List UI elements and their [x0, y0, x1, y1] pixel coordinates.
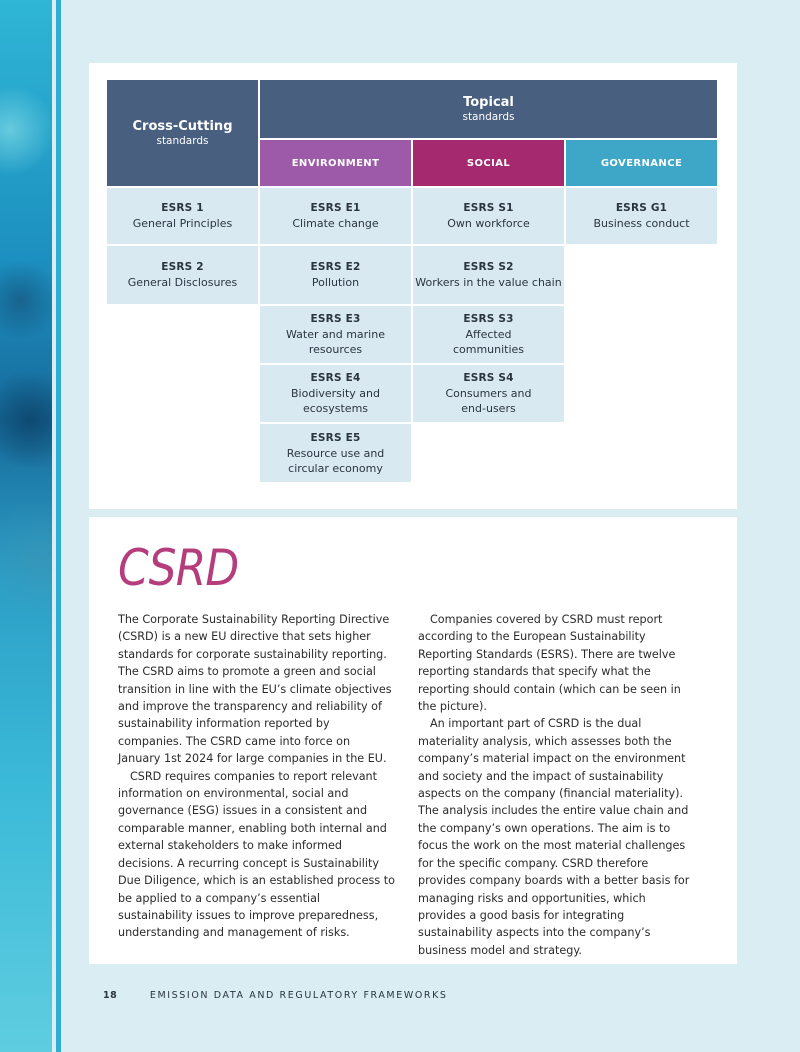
- article-title: CSRD: [118, 539, 239, 597]
- section-title: EMISSION DATA AND REGULATORY FRAMEWORKS: [149, 990, 448, 1001]
- standard-esrs-s1: ESRS S1 Own workforce: [413, 188, 564, 244]
- standard-esrs-2: ESRS 2 General Disclosures: [107, 246, 258, 304]
- topical-header: [260, 80, 717, 138]
- category-social: SOCIAL: [413, 140, 564, 186]
- category-environment: ENVIRONMENT: [260, 140, 411, 186]
- cross-cutting-subtitle: standards: [156, 134, 209, 147]
- right-paragraph-1: Companies covered by CSRD must report according to the European Sustainability Reporting Standards (ESRS). There are twelve reporting standards that specify what the reporting should contain (which can be seen in the picture).: [418, 613, 681, 714]
- standard-esrs-e4: ESRS E4 Biodiversity and ecosystems: [260, 365, 411, 422]
- standard-esrs-e3: ESRS E3 Water and marine resources: [260, 306, 411, 363]
- left-paragraph-1: The Corporate Sustainability Reporting Directive (CSRD) is a new EU directive that sets higher standards for corporate sustainability reporting. The CSRD aims to promote a green and social transition in line with the EU’s climate objectives and improve the transparency and reliability of sustainability information reported by companies. The CSRD came into force on January 1st 2024 for large companies in the EU.: [118, 613, 392, 766]
- category-governance: GOVERNANCE: [566, 140, 717, 186]
- right-paragraph-2: An important part of CSRD is the dual materiality analysis, which assesses both the company’s material impact on the environment and society and the impact of sustainability aspects on the company (financial materiality). The analysis includes the entire value chain and the company’s own operations. The aim is to focus the work on the most material challenges for the specific company. CSRD therefore provides company boards with a better basis for managing risks and opportunities, which provides a good basis for integrating sustainability aspects into the company’s business model and strategy.: [418, 717, 690, 957]
- standard-esrs-g1: ESRS G1 Business conduct: [566, 188, 717, 244]
- page-footer: [103, 990, 448, 1001]
- topical-subtitle: standards: [462, 110, 515, 123]
- decorative-side-line: [56, 0, 61, 1052]
- standard-esrs-e2: ESRS E2 Pollution: [260, 246, 411, 304]
- standard-esrs-e5: ESRS E5 Resource use and circular economy: [260, 424, 411, 482]
- standard-esrs-e1: ESRS E1 Climate change: [260, 188, 411, 244]
- standard-esrs-s3: ESRS S3 Affected communities: [413, 306, 564, 363]
- page-number: 18: [103, 990, 118, 1001]
- cross-cutting-header: [107, 80, 258, 186]
- article-right-column: [418, 611, 694, 959]
- topical-title: Topical: [463, 94, 514, 110]
- decorative-side-image: [0, 0, 52, 1052]
- standard-esrs-s4: ESRS S4 Consumers and end-users: [413, 365, 564, 422]
- esrs-standards-diagram: [107, 80, 717, 482]
- left-paragraph-2: CSRD requires companies to report relevant information on environmental, social and governance (ESG) issues in a consistent and comparable manner, enabling both internal and external stakeholders to make informed decisions. A recurring concept is Sustainability Due Diligence, which is an established process to be applied to a company’s essential sustainability issues to improve preparedness, understanding and management of risks.: [118, 769, 395, 940]
- cross-cutting-title: Cross-Cutting: [132, 118, 233, 134]
- article-left-column: [118, 611, 396, 942]
- standard-esrs-s2: ESRS S2 Workers in the value chain: [413, 246, 564, 304]
- standard-esrs-1: ESRS 1 General Principles: [107, 188, 258, 244]
